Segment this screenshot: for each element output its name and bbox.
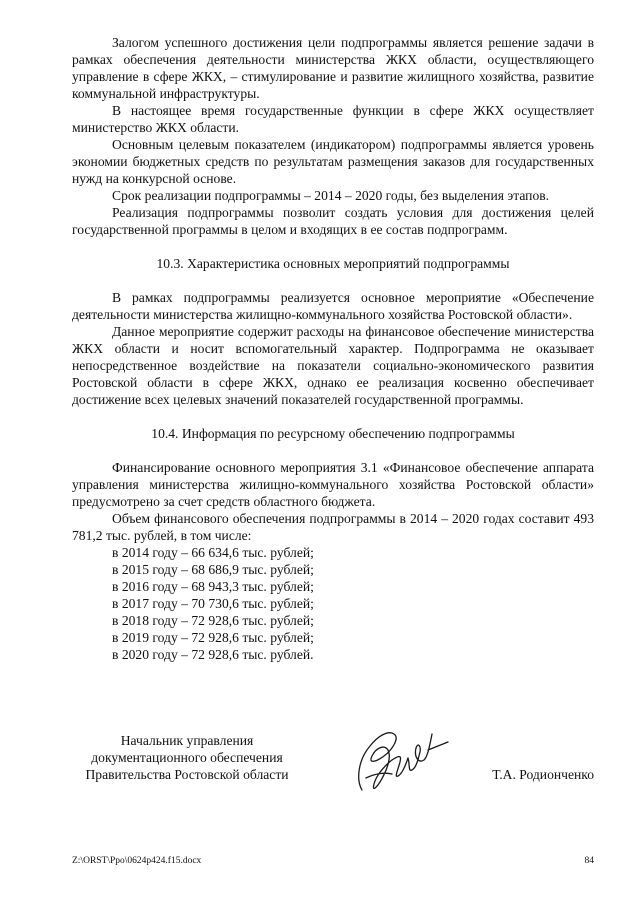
paragraph: Основным целевым показателем (индикатором) подпрограммы является уровень экономии бюджетных средств по результатам размещения заказов для государственных нужд на конкурсной основе. — [72, 137, 594, 186]
signatory-name: Т.А. Родионченко — [492, 767, 594, 782]
section-10-4 — [72, 425, 594, 663]
paragraph: Срок реализации подпрограммы – 2014 – 2020 годы, без выделения этапов. — [112, 188, 550, 203]
page-number: 84 — [584, 856, 594, 866]
section-intro — [72, 34, 594, 238]
document-body — [72, 34, 594, 663]
list-item: в 2020 году – 72 928,6 тыс. рублей. — [112, 647, 314, 662]
paragraph: Объем финансового обеспечения подпрограммы в 2014 – 2020 годах составит 493 781,2 тыс. рублей, в том числе: — [72, 511, 594, 543]
section-heading: 10.3. Характеристика основных мероприятий подпрограммы — [156, 256, 510, 271]
signatory-title-line: Начальник управления — [120, 733, 254, 748]
list-item: в 2015 году – 68 686,9 тыс. рублей; — [112, 562, 314, 577]
file-path: Z:\ORST\Ppo\0624p424.f15.docx — [72, 856, 202, 866]
signatory-title-line: документационного обеспечения — [91, 750, 283, 765]
section-heading: 10.4. Информация по ресурсному обеспечению подпрограммы — [151, 426, 515, 441]
signature-block — [72, 732, 594, 792]
paragraph: Залогом успешного достижения цели подпрограммы является решение задачи в рамках обеспечения деятельности министерства ЖКХ области, осуществляющего управление в сфере ЖКХ, – стимулирование и развитие жилищного хозяйства, развитие коммунальной инфраструктуры. — [72, 35, 594, 101]
signatory-title — [72, 732, 302, 783]
spacer — [72, 408, 594, 425]
paragraph: Реализация подпрограммы позволит создать условия для достижения целей государственной программы в целом и входящих в ее состав подпрограмм. — [72, 205, 594, 237]
paragraph: В настоящее время государственные функции в сфере ЖКХ осуществляет министерство ЖКХ области. — [72, 103, 594, 135]
spacer — [72, 442, 594, 459]
spacer — [72, 238, 594, 255]
handwritten-signature-icon — [344, 720, 454, 800]
paragraph: Финансирование основного мероприятия 3.1 «Финансовое обеспечение аппарата управления министерства жилищно-коммунального хозяйства Ростовской области» предусмотрено за счет средств областного бюджета. — [72, 460, 594, 509]
section-10-3 — [72, 255, 594, 408]
list-item: в 2019 году – 72 928,6 тыс. рублей; — [112, 630, 314, 645]
list-item: в 2018 году – 72 928,6 тыс. рублей; — [112, 613, 314, 628]
funding-by-year-list — [72, 544, 594, 663]
paragraph: В рамках подпрограммы реализуется основное мероприятие «Обеспечение деятельности министерства жилищно-коммунального хозяйства Ростовской области». — [72, 290, 594, 322]
spacer — [72, 272, 594, 289]
list-item: в 2016 году – 68 943,3 тыс. рублей; — [112, 579, 314, 594]
list-item: в 2017 году – 70 730,6 тыс. рублей; — [112, 596, 314, 611]
paragraph: Данное мероприятие содержит расходы на финансовое обеспечение министерства ЖКХ области и носит вспомогательный характер. Подпрограмма не оказывает непосредственное воздействие на показатели социально-экономического развития Ростовской области в сфере ЖКХ, однако ее реализация косвенно обеспечивает достижение всех целевых значений показателей государственной программы. — [72, 324, 594, 407]
list-item: в 2014 году – 66 634,6 тыс. рублей; — [112, 545, 314, 560]
signatory-title-line: Правительства Ростовской области — [85, 767, 289, 782]
